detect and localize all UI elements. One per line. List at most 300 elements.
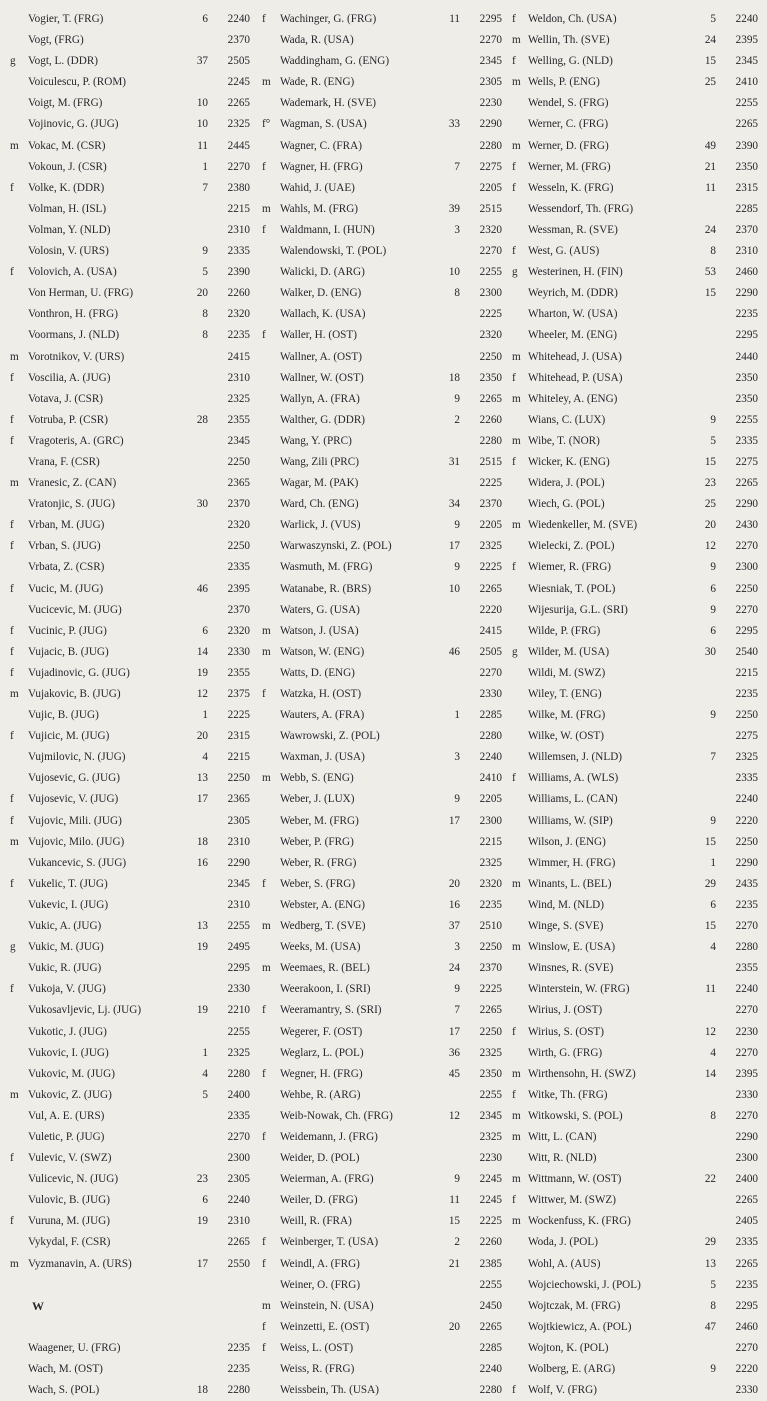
list-item xyxy=(10,1022,252,1043)
list-item xyxy=(262,473,504,494)
list-item xyxy=(10,1254,252,1275)
player-name: Wolberg, E. (ARG) xyxy=(528,1363,616,1375)
rating: 2230 xyxy=(735,1025,758,1038)
list-item xyxy=(262,9,504,30)
games-count: 6 xyxy=(710,624,716,637)
player-title: f xyxy=(512,1194,516,1207)
rating: 2320 xyxy=(479,329,502,342)
list-item xyxy=(262,832,504,853)
player-name: Wedberg, T. (SVE) xyxy=(280,920,366,933)
list-item xyxy=(10,747,252,768)
rating: 2315 xyxy=(735,181,758,194)
player-title: m xyxy=(512,519,521,532)
player-name: Vukelic, T. (JUG) xyxy=(28,877,108,890)
list-item xyxy=(512,515,760,536)
player-name: Wallner, W. (OST) xyxy=(280,371,364,384)
player-name: Winants, L. (BEL) xyxy=(528,877,612,890)
rating: 2220 xyxy=(479,603,502,616)
player-title: f xyxy=(10,814,14,827)
rating: 2220 xyxy=(735,1363,758,1375)
rating: 2235 xyxy=(735,898,758,911)
player-title: f xyxy=(10,266,14,279)
rating: 2250 xyxy=(479,350,502,363)
rating: 2205 xyxy=(479,793,502,806)
rating: 2370 xyxy=(479,962,502,975)
player-name: Wilder, M. (USA) xyxy=(528,645,610,658)
player-name: Wagar, M. (PAK) xyxy=(280,477,359,490)
player-name: Wessman, R. (SVE) xyxy=(528,223,618,236)
player-name: Weeks, M. (USA) xyxy=(280,941,361,954)
player-title: m xyxy=(512,877,521,890)
list-item xyxy=(512,157,760,178)
list-item xyxy=(10,241,252,262)
list-item xyxy=(262,600,504,621)
rating: 2280 xyxy=(479,139,502,152)
rating: 2550 xyxy=(227,1257,250,1270)
games-count: 9 xyxy=(202,245,208,258)
list-item xyxy=(262,220,504,241)
player-name: Weinzetti, E. (OST) xyxy=(280,1320,370,1333)
rating: 2270 xyxy=(735,603,758,616)
rating: 2270 xyxy=(227,160,250,173)
player-name: Wimmer, H. (FRG) xyxy=(528,856,616,869)
rating: 2300 xyxy=(479,287,502,300)
player-title: f xyxy=(10,793,14,806)
rating: 2295 xyxy=(479,13,502,25)
player-title: m xyxy=(262,76,271,89)
list-item xyxy=(10,1000,252,1021)
player-name: Vratonjic, S. (JUG) xyxy=(28,498,115,511)
player-name: Wiech, G. (POL) xyxy=(528,498,605,511)
player-name: Vojinovic, G. (JUG) xyxy=(28,118,119,131)
column-1-entries-w xyxy=(10,1338,252,1401)
player-name: Vucicevic, M. (JUG) xyxy=(28,603,122,616)
list-item xyxy=(262,979,504,1000)
player-title: f xyxy=(262,223,266,236)
list-item xyxy=(262,1232,504,1253)
rating: 2235 xyxy=(227,1341,250,1354)
list-item xyxy=(512,304,760,325)
games-count: 6 xyxy=(202,1194,208,1207)
rating: 2375 xyxy=(227,688,250,700)
rating: 2240 xyxy=(735,13,758,25)
player-name: Warlick, J. (VUS) xyxy=(280,519,361,532)
list-item xyxy=(262,937,504,958)
list-item xyxy=(512,114,760,135)
player-title: m xyxy=(262,202,271,215)
rating: 2250 xyxy=(227,772,250,785)
games-count: 53 xyxy=(704,266,716,279)
player-name: Wademark, H. (SVE) xyxy=(280,97,377,110)
list-item xyxy=(512,325,760,346)
rating: 2345 xyxy=(227,877,250,890)
games-count: 22 xyxy=(704,1173,716,1186)
list-item xyxy=(512,199,760,220)
player-name: Volosin, V. (URS) xyxy=(28,245,109,258)
games-count: 30 xyxy=(704,645,716,658)
player-name: Wirius, J. (OST) xyxy=(528,1004,603,1017)
list-item xyxy=(262,768,504,789)
player-name: Vyzmanavin, A. (URS) xyxy=(28,1257,132,1270)
player-title: f xyxy=(262,688,266,700)
player-name: Volovich, A. (USA) xyxy=(28,266,117,279)
player-name: Wada, R. (USA) xyxy=(280,34,354,47)
list-item xyxy=(262,1127,504,1148)
player-name: Witkowski, S. (POL) xyxy=(528,1109,623,1122)
player-name: Volman, H. (ISL) xyxy=(28,202,107,215)
list-item xyxy=(512,621,760,642)
list-item xyxy=(262,262,504,283)
rating: 2330 xyxy=(227,983,250,996)
player-title: f xyxy=(512,1384,516,1397)
games-count: 2 xyxy=(454,1236,460,1249)
player-name: Weinberger, T. (USA) xyxy=(280,1236,379,1249)
rating: 2295 xyxy=(735,1299,758,1312)
rating: 2240 xyxy=(227,1194,250,1207)
rating: 2265 xyxy=(735,1194,758,1207)
list-item xyxy=(262,705,504,726)
games-count: 9 xyxy=(454,793,460,806)
rating: 2235 xyxy=(227,329,250,342)
games-count: 29 xyxy=(704,1236,716,1249)
list-item xyxy=(262,958,504,979)
rating: 2295 xyxy=(735,624,758,637)
player-name: Wharton, W. (USA) xyxy=(528,308,618,321)
rating: 2245 xyxy=(479,1194,502,1207)
games-count: 4 xyxy=(710,1046,716,1059)
games-count: 3 xyxy=(454,751,460,764)
games-count: 29 xyxy=(704,877,716,890)
list-item xyxy=(262,114,504,135)
player-name: Winslow, E. (USA) xyxy=(528,941,616,954)
games-count: 10 xyxy=(448,582,460,595)
rating: 2275 xyxy=(735,730,758,743)
list-item xyxy=(10,304,252,325)
rating: 2320 xyxy=(227,308,250,321)
player-title: m xyxy=(262,962,271,975)
player-title: m xyxy=(512,34,521,47)
rating: 2335 xyxy=(227,245,250,258)
rating: 2395 xyxy=(735,1067,758,1080)
player-name: Vucinic, P. (JUG) xyxy=(28,624,107,637)
player-title: f xyxy=(10,582,14,595)
list-item xyxy=(512,1127,760,1148)
player-name: Vrbata, Z. (CSR) xyxy=(28,561,105,574)
rating: 2370 xyxy=(735,223,758,236)
player-name: Widera, J. (POL) xyxy=(528,477,605,490)
rating: 2255 xyxy=(479,1278,502,1291)
games-count: 17 xyxy=(448,814,460,827)
games-count: 19 xyxy=(196,1215,208,1228)
player-name: Wach, S. (POL) xyxy=(28,1384,100,1397)
list-item xyxy=(10,958,252,979)
player-name: Vogier, T. (FRG) xyxy=(28,13,104,25)
player-name: Weyrich, M. (DDR) xyxy=(528,287,618,300)
list-item xyxy=(262,1064,504,1085)
rating: 2395 xyxy=(227,582,250,595)
player-name: Wirth, G. (FRG) xyxy=(528,1046,603,1059)
player-name: Waldmann, I. (HUN) xyxy=(280,223,375,236)
player-name: Weider, D. (POL) xyxy=(280,1152,360,1165)
player-name: Vujovic, Mili. (JUG) xyxy=(28,814,122,827)
games-count: 18 xyxy=(448,371,460,384)
list-item xyxy=(262,51,504,72)
list-item xyxy=(10,874,252,895)
rating: 2265 xyxy=(735,1257,758,1270)
games-count: 9 xyxy=(710,561,716,574)
rating: 2270 xyxy=(479,666,502,679)
rating: 2290 xyxy=(735,1130,758,1143)
player-name: Volke, K. (DDR) xyxy=(28,181,105,194)
list-item xyxy=(512,452,760,473)
player-name: Weber, S. (FRG) xyxy=(280,877,356,890)
games-count: 12 xyxy=(448,1109,460,1122)
player-title: m xyxy=(10,139,19,152)
spacer xyxy=(10,1275,252,1296)
player-title: g xyxy=(10,55,16,68)
list-item xyxy=(10,494,252,515)
games-count: 4 xyxy=(202,751,208,764)
list-item xyxy=(262,494,504,515)
player-name: Weierman, A. (FRG) xyxy=(280,1173,374,1186)
player-name: Wasmuth, M. (FRG) xyxy=(280,561,373,574)
rating: 2250 xyxy=(227,455,250,468)
player-name: Wirius, S. (OST) xyxy=(528,1025,604,1038)
player-name: Watzka, H. (OST) xyxy=(280,688,362,700)
list-item xyxy=(262,30,504,51)
games-count: 12 xyxy=(704,1025,716,1038)
list-item xyxy=(262,1106,504,1127)
player-name: Wijesurija, G.L. (SRI) xyxy=(528,603,628,616)
games-count: 18 xyxy=(196,835,208,848)
rating: 2400 xyxy=(227,1088,250,1101)
player-title: f xyxy=(10,1152,14,1165)
rating: 2290 xyxy=(735,856,758,869)
player-name: Williams, A. (WLS) xyxy=(528,772,619,785)
list-item xyxy=(262,684,504,705)
rating: 2460 xyxy=(735,1320,758,1333)
games-count: 18 xyxy=(196,1384,208,1397)
player-title: f xyxy=(10,983,14,996)
list-item xyxy=(512,937,760,958)
player-name: Vrban, M. (JUG) xyxy=(28,519,105,532)
games-count: 30 xyxy=(196,498,208,511)
player-name: Vujadinovic, G. (JUG) xyxy=(28,666,130,679)
rating: 2335 xyxy=(227,1109,250,1122)
player-title: f° xyxy=(262,118,271,131)
rating: 2300 xyxy=(735,561,758,574)
player-name: Weindl, A. (FRG) xyxy=(280,1257,360,1270)
rating: 2265 xyxy=(227,1236,250,1249)
player-title: m xyxy=(10,477,19,490)
player-name: Vukic, R. (JUG) xyxy=(28,962,102,975)
rating: 2350 xyxy=(735,371,758,384)
list-item xyxy=(10,642,252,663)
games-count: 28 xyxy=(196,413,208,426)
rating: 2240 xyxy=(735,983,758,996)
list-item xyxy=(262,199,504,220)
games-count: 36 xyxy=(448,1046,460,1059)
rating: 2240 xyxy=(735,793,758,806)
games-count: 9 xyxy=(454,561,460,574)
rating: 2505 xyxy=(479,645,502,658)
rating: 2290 xyxy=(227,856,250,869)
list-item xyxy=(512,368,760,389)
player-name: Weemaes, R. (BEL) xyxy=(280,962,370,975)
list-item xyxy=(262,1043,504,1064)
games-count: 11 xyxy=(449,13,460,25)
list-item xyxy=(10,1359,252,1380)
games-count: 9 xyxy=(454,392,460,405)
list-item xyxy=(262,1317,504,1338)
rating: 2395 xyxy=(735,34,758,47)
games-count: 8 xyxy=(202,329,208,342)
games-count: 19 xyxy=(196,666,208,679)
list-item xyxy=(262,325,504,346)
games-count: 46 xyxy=(448,645,460,658)
player-name: Wittwer, M. (SWZ) xyxy=(528,1194,616,1207)
rating: 2205 xyxy=(479,519,502,532)
list-item xyxy=(512,1064,760,1085)
rating: 2240 xyxy=(479,1363,502,1375)
player-name: Weglarz, L. (POL) xyxy=(280,1046,364,1059)
games-count: 13 xyxy=(196,920,208,933)
games-count: 24 xyxy=(704,34,716,47)
list-item xyxy=(10,832,252,853)
player-title: m xyxy=(512,1067,521,1080)
player-name: Vokoun, J. (CSR) xyxy=(28,160,107,173)
games-count: 4 xyxy=(202,1067,208,1080)
rating: 2320 xyxy=(479,877,502,890)
player-name: Vrana, F. (CSR) xyxy=(28,455,100,468)
list-item xyxy=(10,72,252,93)
player-name: Walendowski, T. (POL) xyxy=(280,245,387,258)
list-item xyxy=(10,1127,252,1148)
player-name: Wang, Zili (PRC) xyxy=(280,455,359,468)
list-item xyxy=(262,663,504,684)
list-item xyxy=(262,1190,504,1211)
player-title: f xyxy=(262,1320,266,1333)
player-title: f xyxy=(10,730,14,743)
player-title: f xyxy=(512,13,516,25)
player-name: Vukevic, I. (JUG) xyxy=(28,898,109,911)
list-item xyxy=(262,789,504,810)
player-title: m xyxy=(512,392,521,405)
player-name: Wirthensohn, H. (SWZ) xyxy=(528,1067,636,1080)
player-name: Weill, R. (FRA) xyxy=(280,1215,352,1228)
player-title: f xyxy=(512,1088,516,1101)
list-item xyxy=(262,1380,504,1401)
player-name: Westerinen, H. (FIN) xyxy=(528,266,623,279)
player-name: Vujosevic, V. (JUG) xyxy=(28,793,119,806)
player-name: Voiculescu, P. (ROM) xyxy=(28,76,126,89)
player-name: Vorotnikov, V. (URS) xyxy=(28,350,125,363)
list-item xyxy=(512,262,760,283)
list-item xyxy=(512,684,760,705)
rating: 2540 xyxy=(735,645,758,658)
rating: 2290 xyxy=(735,287,758,300)
rating: 2225 xyxy=(479,1215,502,1228)
player-name: Watson, W. (ENG) xyxy=(280,645,365,658)
player-name: Wallyn, A. (FRA) xyxy=(280,392,360,405)
list-item xyxy=(10,937,252,958)
list-item xyxy=(10,895,252,916)
player-title: m xyxy=(512,139,521,152)
list-item xyxy=(262,515,504,536)
list-item xyxy=(512,1380,760,1401)
rating: 2310 xyxy=(227,371,250,384)
player-name: Weiss, R. (FRG) xyxy=(280,1363,355,1375)
games-count: 15 xyxy=(704,55,716,68)
games-count: 11 xyxy=(197,139,208,152)
list-item xyxy=(10,9,252,30)
player-name: Vukovic, Z. (JUG) xyxy=(28,1088,112,1101)
rating: 2280 xyxy=(227,1067,250,1080)
player-title: f xyxy=(10,434,14,447)
player-name: Wildi, M. (SWZ) xyxy=(528,666,606,679)
section-letter: W xyxy=(32,1298,45,1313)
games-count: 10 xyxy=(448,266,460,279)
list-item xyxy=(10,1380,252,1401)
games-count: 3 xyxy=(454,941,460,954)
player-name: Vonthron, H. (FRG) xyxy=(28,308,118,321)
player-title: f xyxy=(10,413,14,426)
games-count: 13 xyxy=(704,1257,716,1270)
rating: 2230 xyxy=(479,1152,502,1165)
rating: 2305 xyxy=(227,1173,250,1186)
player-name: Welling, G. (NLD) xyxy=(528,55,613,68)
games-count: 19 xyxy=(196,941,208,954)
rating: 2325 xyxy=(479,540,502,553)
rating: 2250 xyxy=(735,835,758,848)
player-name: Wach, M. (OST) xyxy=(28,1363,103,1375)
player-name: Whitehead, P. (USA) xyxy=(528,371,623,384)
player-name: Wendel, S. (FRG) xyxy=(528,97,609,110)
rating: 2325 xyxy=(479,1046,502,1059)
rating: 2345 xyxy=(479,55,502,68)
rating: 2205 xyxy=(479,181,502,194)
player-title: m xyxy=(10,688,19,700)
player-name: Werner, D. (FRG) xyxy=(528,139,609,152)
player-name: Wauters, A. (FRA) xyxy=(280,709,365,722)
player-name: Wockenfuss, K. (FRG) xyxy=(528,1215,631,1228)
rating: 2370 xyxy=(227,34,250,47)
player-name: Vukosavljevic, Lj. (JUG) xyxy=(28,1004,142,1017)
player-name: Wagner, C. (FRA) xyxy=(280,139,362,152)
rating: 2295 xyxy=(735,329,758,342)
list-item xyxy=(10,220,252,241)
list-item xyxy=(10,51,252,72)
rating: 2255 xyxy=(735,413,758,426)
list-item xyxy=(262,452,504,473)
games-count: 37 xyxy=(196,55,208,68)
list-item xyxy=(512,473,760,494)
games-count: 17 xyxy=(196,1257,208,1270)
list-item xyxy=(10,1064,252,1085)
games-count: 46 xyxy=(196,582,208,595)
list-item xyxy=(512,1317,760,1338)
rating: 2215 xyxy=(227,202,250,215)
list-item xyxy=(262,557,504,578)
rating: 2330 xyxy=(227,645,250,658)
player-name: Vujosevic, G. (JUG) xyxy=(28,772,120,785)
player-title: f xyxy=(10,666,14,679)
rating: 2335 xyxy=(227,561,250,574)
rating: 2225 xyxy=(479,308,502,321)
player-name: West, G. (AUS) xyxy=(528,245,600,258)
list-item xyxy=(10,452,252,473)
rating: 2255 xyxy=(227,1025,250,1038)
